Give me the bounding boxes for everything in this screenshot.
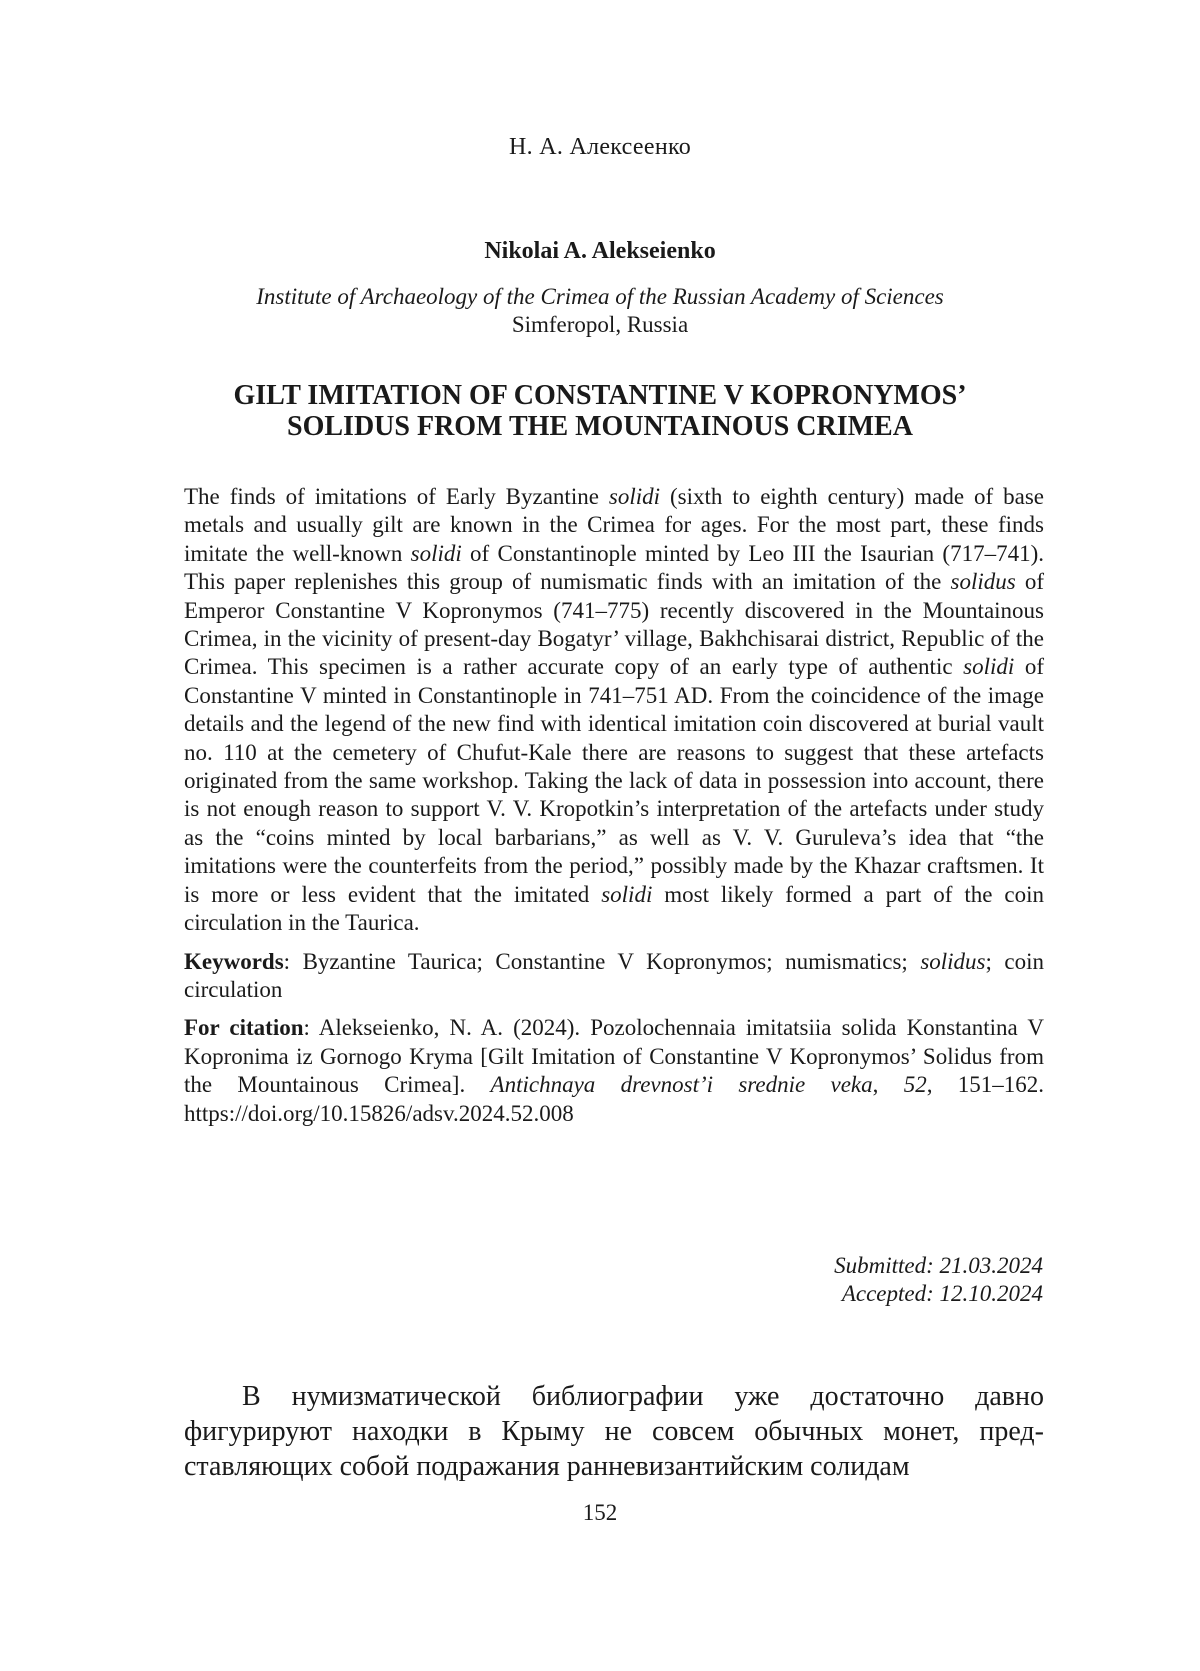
- accepted-date: Accepted: 12.10.2024: [841, 1281, 1043, 1306]
- article-title: [120, 380, 1080, 442]
- running-header: Н. А. Алексеенко: [508, 134, 692, 160]
- body-text: [184, 1379, 1044, 1484]
- submitted-date: Submitted: 21.03.2024: [834, 1253, 1043, 1278]
- title-line-1: GILT IMITATION OF CONSTANTINE V KOPRONYMOS’: [233, 380, 967, 411]
- abstract-block: [184, 483, 1044, 1138]
- keywords: Keywords: Byzantine Taurica; Constantine V Kopronymos; numismatics; solidus; coin circulation: [184, 948, 1045, 1002]
- page-number: 152: [582, 1500, 618, 1525]
- abstract: The finds of imitations of Early Byzantine solidi (sixth to eighth century) made of base metals and usually gilt are known in the Crimea for ages. For the most part, these finds imitate the well-known solidi of Constantinople minted by Leo III the Isaurian (717–741). This paper replenishes this group of numismatic finds with an imitation of the solidus of Emperor Constantine V Kopronymos (741–775) recently discovered in the Mountainous Crimea, in the vicinity of present-day Bogatyr’ village, Bakhchisarai district, Republic of the Crimea. This specimen is a rather accurate copy of an early type of authentic solidi of Constantine V minted in Constantinople in 741–751 AD. From the coincidence of the image details and the legend of the new find with identical imitation coin discovered at burial vault no. 110 at the cemetery of Chufut-Kale there are reasons to suggest that these artefacts originated from the same workshop. Taking the lack of data in possession into account, there is not enough reason to support V. V. Kropotkin’s interpretation of the artefacts under study as the “coins minted by local barbarians,” as well as V. V. Guruleva’s idea that “the imitations were the counterfeits from the period,” possibly made by the Khazar craftsmen. It is more or less evident that the imitated solidi most likely formed a part of the coin circulation in the Taurica.: [184, 484, 1044, 936]
- institution: Institute of Archaeology of the Crimea of the Russian Academy of Sciences: [256, 284, 944, 309]
- body-paragraph: В нумизматической библиографии уже достаточно давно фигурируют находки в Крыму не совсем обычных монет, представляющих собой подражания ранневизантийским солидам: [184, 1381, 1044, 1482]
- author-name: Nikolai A. Alekseienko: [484, 238, 716, 264]
- submission-dates: [760, 1252, 1043, 1308]
- title-line-2: SOLIDUS FROM THE MOUNTAINOUS CRIMEA: [287, 411, 913, 442]
- citation: For citation: Alekseienko, N. A. (2024). Pozolochennaia imitatsiia solida Konstantina V Kopronima iz Gornogo Kryma [Gilt Imitation of Constantine V Kopronymos’ Solidus from the Mountainous Crimea]. Antichnaya drevnost’i srednie veka, 52, 151–162. https://doi.org/10.15826/adsv.2024.52.008: [184, 1015, 1044, 1126]
- location: Simferopol, Russia: [511, 312, 689, 337]
- affiliation: [0, 283, 1200, 339]
